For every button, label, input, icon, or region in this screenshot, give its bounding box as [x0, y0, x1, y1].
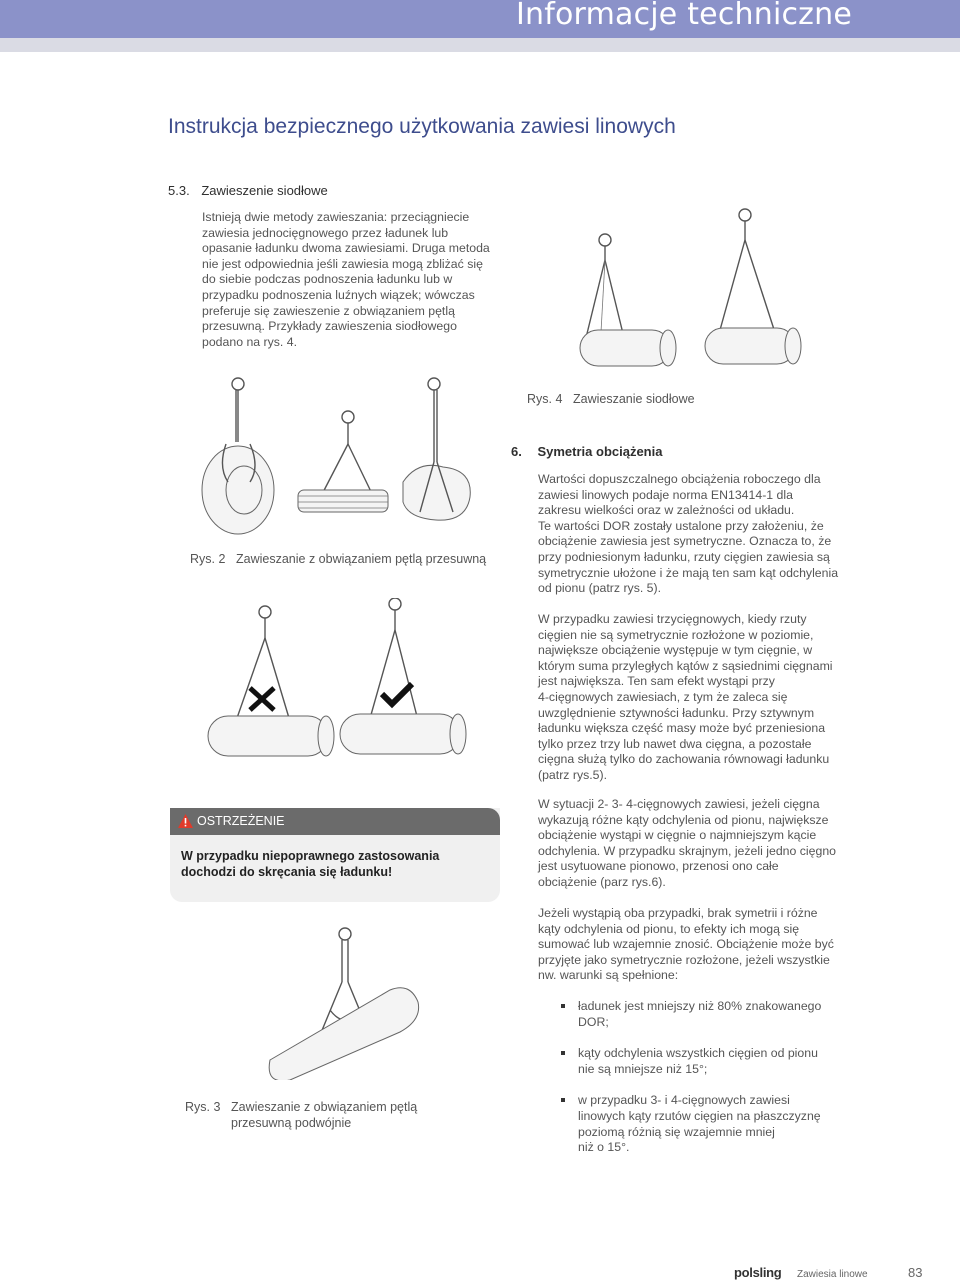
text-line: przyjęte jako symetrycznie rozłożone, jeżeli wszystkie	[538, 952, 830, 967]
section-6-paragraph-2	[538, 612, 858, 784]
section-6-paragraph-1	[538, 472, 858, 597]
text-line: uwzględnienie sztywności ładunku. Przy sztywnym	[538, 705, 815, 720]
page-title: Instrukcja bezpiecznego użytkowania zawiesi linowych	[168, 115, 676, 138]
section-number: 5.3.	[168, 183, 190, 198]
text-line: jest największa. Ten sam efekt wystąpi przy	[538, 674, 775, 689]
text-line: obciążenie wystąpi w cięgnie o najmniejszym kącie	[538, 828, 817, 843]
text-line: sumować lub wzajemnie znosić. Obciążenie może być	[538, 937, 834, 952]
header-underline	[0, 38, 960, 52]
warning-box	[170, 808, 500, 902]
sack-example	[403, 378, 470, 520]
condition-line: nie są mniejsze niż 15°;	[578, 1061, 708, 1076]
section-number: 6.	[511, 444, 522, 459]
text-line: wykazują różne kąty odchylenia od pionu, największe	[538, 812, 829, 827]
text-line: przy podniesionym ładunku, rzuty cięgien zawiesia są	[538, 549, 830, 564]
condition-line: kąty odchylenia wszystkich cięgien od pionu	[578, 1046, 818, 1061]
text-line: zakresu wielkości oraz w zależności od układu.	[538, 503, 795, 518]
text-line: Te wartości DOR zostały ustalone przy założeniu, że	[538, 518, 824, 533]
wrong-correct-illustration	[200, 598, 470, 768]
caption-label: Rys. 4	[527, 392, 563, 406]
condition-line: DOR;	[578, 1014, 609, 1029]
text-line: do siebie podczas podnoszenia ładunku lub w	[202, 272, 453, 287]
section-6-heading	[511, 444, 662, 459]
text-line: opasanie ładunku dwoma zawiesiami. Druga metoda	[202, 241, 490, 256]
text-line: (patrz rys.5).	[538, 767, 608, 782]
caption-text-line1: Zawieszanie z obwiązaniem pętlą	[231, 1100, 418, 1114]
warning-header	[170, 808, 500, 835]
warning-text: W przypadku niepoprawnego zastosowania dochodzi do skręcania się ładunku!	[181, 849, 440, 879]
header-bar	[0, 0, 960, 38]
text-line: największe obciążenie występuje w tym cięgnie, w	[538, 643, 813, 658]
caption-text-line2: przesuwną podwójnie	[231, 1116, 352, 1130]
caption-label: Rys. 2	[190, 552, 226, 566]
condition-item	[558, 1093, 858, 1155]
text-line: Jeżeli wystąpią oba przypadki, brak symetrii i różne	[538, 906, 818, 920]
condition-line: linowych kąty rzutów cięgien na płaszczyznę	[578, 1108, 821, 1123]
text-line: obciążenie (parz rys.6).	[538, 874, 666, 889]
condition-line: poziomą różnią się wzajemnie mniej	[578, 1124, 775, 1139]
figure-2-caption	[190, 552, 486, 566]
page-number: 83	[908, 1265, 923, 1280]
figure-3-illustration	[260, 920, 430, 1080]
warning-icon	[178, 814, 193, 828]
text-line: cięgna służą tylko do zachowania równowagi ładunku	[538, 752, 830, 767]
coil-example	[202, 378, 274, 534]
pipe-right	[705, 328, 801, 364]
section-title: Symetria obciążenia	[537, 444, 663, 459]
figure-3-caption	[185, 1099, 417, 1131]
section-53-paragraph	[202, 210, 502, 350]
text-line: W sytuacji 2- 3- 4-cięgnowych zawiesi, jeżeli cięgna	[538, 797, 820, 811]
rod-bundle-example	[298, 411, 388, 512]
condition-line: ładunek jest mniejszy niż 80% znakowanego	[578, 999, 822, 1013]
caption-text: Zawieszanie z obwiązaniem pętlą przesuwną	[236, 552, 487, 566]
text-line: ładunku większa część masy może być przeniesiona	[538, 721, 826, 736]
correct-example	[340, 598, 466, 754]
text-line: podano na rys. 4.	[202, 334, 298, 349]
text-line: symetrycznie ułożone i że mają ten sam kąt odchylenia	[538, 565, 839, 580]
text-line: odchylenia. W przypadku skrajnym, jeżeli jedno cięgno	[538, 843, 837, 858]
condition-item	[558, 999, 858, 1030]
text-line: W przypadku zawiesi trzycięgnowych, kiedy rzuty	[538, 612, 807, 626]
text-line: zawiesi linowych podaje norma EN13414-1 dla	[538, 487, 793, 502]
section-53-heading	[168, 183, 328, 198]
text-line: przypadku podnoszenia luźnych wiązek; wówczas	[202, 287, 475, 302]
text-line: kąty odchylenia od pionu, to efekty ich mogą się	[538, 921, 800, 936]
figure-4-illustration	[565, 200, 825, 380]
text-line: jest usytuowane pionowo, przenosi ono całe	[538, 859, 779, 874]
incorrect-example	[208, 606, 334, 756]
conditions-list	[578, 999, 858, 1172]
caption-text: Zawieszanie siodłowe	[573, 392, 695, 406]
condition-item	[558, 1046, 858, 1077]
text-line: 4-cięgnowych zawiesiach, z tym że zaleca się	[538, 689, 788, 704]
text-line: przesuwną. Przykłady zawieszenia siodłowego	[202, 319, 457, 334]
text-line: Wartości dopuszczalnego obciążenia roboczego dla	[538, 472, 821, 486]
sling-right	[715, 209, 780, 348]
text-line: Istnieją dwie metody zawieszania: przeciągniecie	[202, 210, 470, 224]
cross-icon	[250, 688, 274, 710]
text-line: którym suma przyległych kątów z sąsiednimi cięgnami	[538, 658, 833, 673]
text-line: cięgien nie są symetrycznie rozłożone w poziomie,	[538, 627, 814, 642]
caption-label: Rys. 3	[185, 1100, 221, 1114]
pipe-left	[580, 330, 676, 366]
section-6-paragraph-3	[538, 797, 858, 891]
text-line: preferuje się zawieszenie z obwiązaniem pętlą	[202, 303, 455, 318]
text-line: nw. warunki są spełnione:	[538, 968, 679, 983]
warning-heading: OSTRZEŻENIE	[197, 814, 285, 828]
figure-2-illustration	[198, 372, 488, 547]
condition-line: w przypadku 3- i 4-cięgnowych zawiesi	[578, 1093, 790, 1108]
section-title: Zawieszenie siodłowe	[201, 183, 328, 198]
text-line: zawiesia jednocięgnowego przez ładunek lub	[202, 225, 449, 240]
text-line: tylko przez trzy lub nawet dwa cięgna, a pozostałe	[538, 736, 812, 751]
footer-subtitle: Zawiesia linowe	[797, 1269, 868, 1280]
footer-brand-logo: polsling	[734, 1265, 782, 1280]
text-line: obciążenie zawiesia jest symetryczne. Oznacza to, że	[538, 534, 832, 549]
check-icon	[382, 684, 412, 704]
condition-line: niż o 15°.	[578, 1140, 630, 1155]
figure-4-caption	[527, 392, 695, 406]
section-6-paragraph-4	[538, 906, 858, 984]
page-header-title: Informacje techniczne	[515, 0, 852, 32]
text-line: od pionu (patrz rys. 5).	[538, 581, 662, 596]
text-line: nie jest odpowiednia jeśli zawiesia mogą zbliżać się	[202, 256, 483, 271]
